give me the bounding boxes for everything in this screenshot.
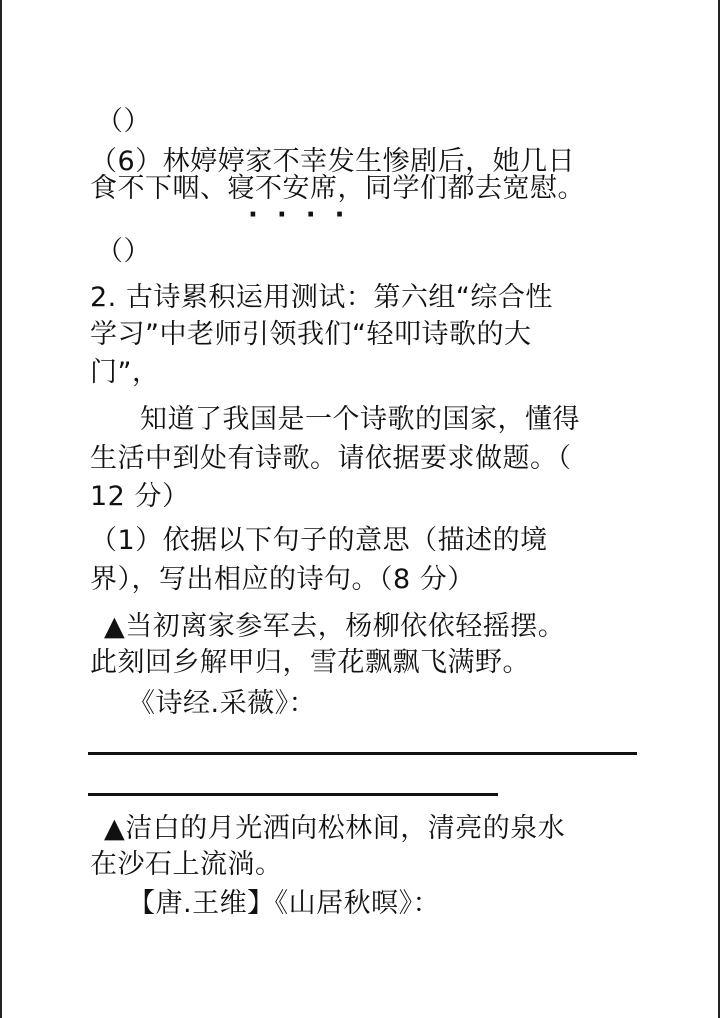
answer-line-1 [88, 752, 637, 755]
emphasis-dots: ···· [248, 200, 364, 230]
poem-prompt-1-line-2: 此刻回乡解甲归，雪花飘飘飞满野。 [90, 647, 530, 678]
poem-source-1: 《诗经.采薇》： [128, 688, 317, 719]
poem-source-2: 【唐.王维】《山居秋暝》： [128, 888, 441, 919]
poem-prompt-2-line-1: ▲洁白的月光洒向松林间，清亮的泉水 [104, 813, 566, 844]
poem-prompt-2-line-2: 在沙石上流淌。 [90, 849, 283, 880]
subquestion-1-line-1: （1）依据以下句子的意思（描述的境 [90, 525, 548, 556]
page-border-left [0, 0, 2, 1018]
answer-line-2 [88, 793, 498, 796]
answer-blank-6: （） [96, 236, 151, 267]
question-2-intro-line-2: 生活中到处有诗歌。请依据要求做题。（ [90, 443, 572, 474]
question-2-line-1: 2. 古诗累积运用测试：第六组“综合性 [90, 282, 553, 313]
question-6-line-2: 食不下咽、寝不安席，同学们都去宽慰。 [90, 173, 585, 204]
answer-blank-5: （） [96, 106, 151, 137]
question-2-line-2: 学习”中老师引领我们“轻叩诗歌的大 [90, 319, 532, 350]
question-2-score: 12 分） [90, 481, 190, 512]
question-2-line-3: 门”， [90, 357, 160, 388]
question-2-intro-line-1: 知道了我国是一个诗歌的国家，懂得 [140, 404, 580, 435]
subquestion-1-line-2: 界），写出相应的诗句。（8 分） [90, 564, 475, 595]
question-6-line-1: （6）林婷婷家不幸发生惨剧后，她几日 [90, 146, 576, 177]
poem-prompt-1-line-1: ▲当初离家参军去，杨柳依依轻摇摆。 [104, 611, 566, 642]
